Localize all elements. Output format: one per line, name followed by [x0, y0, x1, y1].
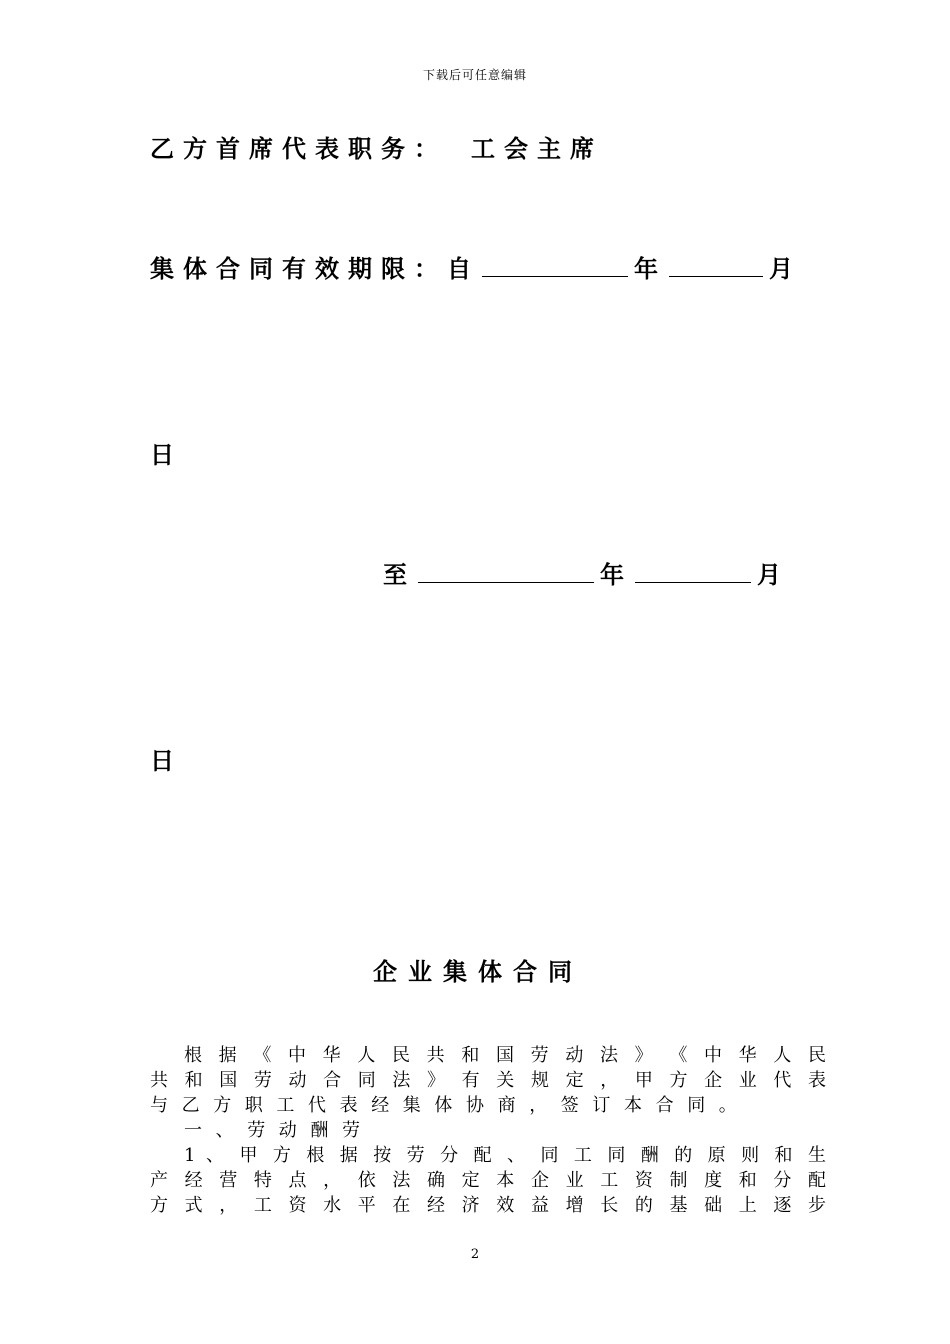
- start-day-line: [150, 440, 183, 470]
- term-line: [150, 254, 802, 284]
- term-label: 集体合同有效期限：自: [150, 255, 480, 283]
- term-end-prefix: 至: [383, 561, 416, 589]
- body-text: [150, 1043, 826, 1218]
- body-line: 产 经 营 特 点 ， 依 法 确 定 本 企 业 工 资 制 度 和 分 配: [150, 1170, 826, 1191]
- body-line: 方 式 ， 工 资 水 平 在 经 济 效 益 增 长 的 基 础 上 逐 步: [150, 1195, 826, 1216]
- header-note: 下载后可任意编辑: [422, 68, 527, 82]
- section-heading: 一、劳动酬劳: [184, 1120, 374, 1141]
- start-day-label: 日: [150, 441, 183, 469]
- document-title: 企业集体合同: [373, 958, 583, 986]
- end-month-blank[interactable]: [635, 560, 751, 583]
- page-number: 2: [470, 1247, 480, 1262]
- rep-line: [150, 134, 603, 164]
- end-year-blank[interactable]: [418, 560, 594, 583]
- term-end-line: [383, 560, 790, 590]
- start-year-label: 年: [634, 255, 667, 283]
- body-line: 根 据 《 中 华 人 民 共 和 国 劳 动 法 》 《 中 华 人 民: [184, 1045, 826, 1066]
- end-day-label: 日: [150, 747, 183, 775]
- start-month-label: 月: [769, 255, 802, 283]
- body-line: 与乙方职工代表经集体协商，签订本合同。: [150, 1095, 751, 1116]
- body-line: 共 和 国 劳 动 合 同 法 》 有 关 规 定 ， 甲 方 企 业 代 表: [150, 1070, 826, 1091]
- end-year-label: 年: [600, 561, 633, 589]
- start-month-blank[interactable]: [669, 254, 763, 277]
- rep-value: 工会主席: [471, 135, 603, 163]
- body-line: 1 、 甲 方 根 据 按 劳 分 配 、 同 工 同 酬 的 原 则 和 生: [184, 1145, 826, 1166]
- end-day-line: [150, 746, 183, 776]
- rep-label: 乙方首席代表职务：: [150, 135, 447, 163]
- end-month-label: 月: [757, 561, 790, 589]
- start-year-blank[interactable]: [482, 254, 628, 277]
